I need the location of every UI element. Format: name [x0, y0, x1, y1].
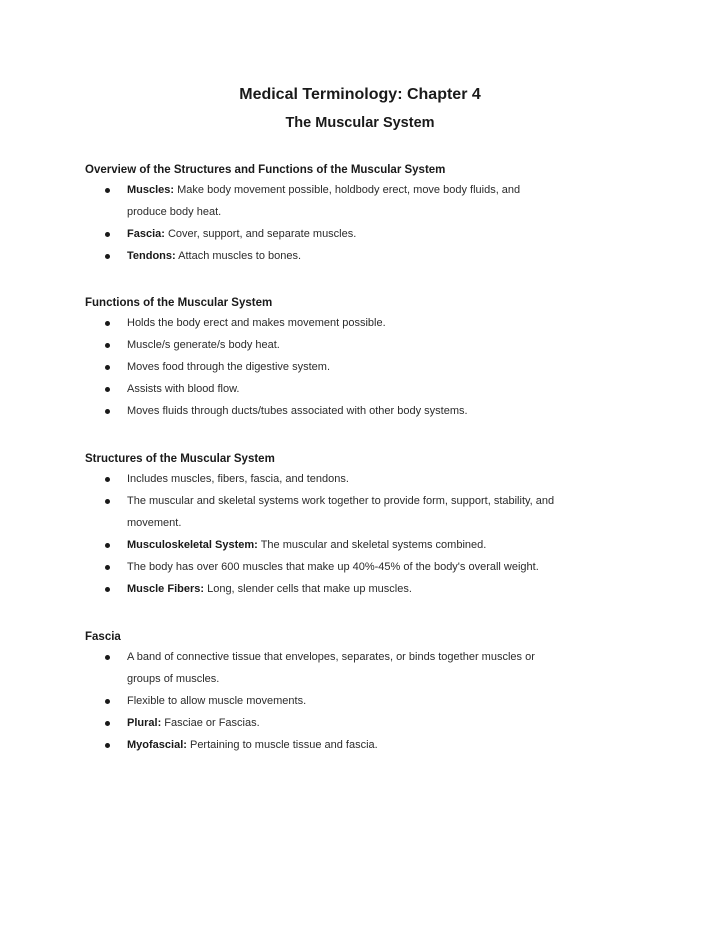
list-item [85, 223, 675, 245]
list-item [85, 578, 675, 600]
item-text-continued: produce body heat. [127, 206, 222, 218]
list-item [85, 556, 675, 578]
item-text-continued: movement. [127, 517, 182, 529]
section-fascia [85, 630, 675, 756]
list-item [85, 534, 675, 556]
list-item [85, 690, 675, 712]
bullet-list [85, 646, 675, 756]
list-item [85, 378, 675, 400]
list-item [85, 468, 675, 490]
section-heading: Structures of the Muscular System [85, 453, 275, 465]
item-text: Moves fluids through ducts/tubes associated with other body systems. [127, 405, 468, 417]
term-label: Myofascial: [127, 739, 187, 751]
section-heading: Fascia [85, 631, 121, 643]
bullet-list [85, 179, 675, 267]
term-label: Muscles: [127, 184, 175, 196]
section-heading: Overview of the Structures and Functions of the Muscular System [85, 164, 446, 176]
item-text: Pertaining to muscle tissue and fascia. [186, 739, 378, 751]
list-item [85, 734, 675, 756]
document-subtitle: The Muscular System [285, 115, 435, 131]
term-label: Plural: [127, 717, 162, 729]
bullet-list [85, 312, 675, 422]
list-item [85, 712, 675, 734]
list-item [85, 490, 675, 534]
item-text: The body has over 600 muscles that make up 40%-45% of the body's overall weight. [127, 561, 539, 573]
item-text: Cover, support, and separate muscles. [164, 228, 357, 240]
item-text: Attach muscles to bones. [175, 250, 302, 262]
item-text: Fasciae or Fascias. [161, 717, 260, 729]
term-label: Musculoskeletal System: [127, 539, 258, 551]
list-item [85, 356, 675, 378]
item-text: The muscular and skeletal systems work together to provide form, support, stability, and [127, 495, 555, 507]
item-text: The muscular and skeletal systems combined. [257, 539, 487, 551]
list-item [85, 179, 675, 223]
bullet-list [85, 468, 675, 600]
section-overview [85, 163, 675, 267]
item-text: Includes muscles, fibers, fascia, and tendons. [127, 473, 349, 485]
item-text: Holds the body erect and makes movement possible. [127, 317, 386, 329]
item-text-continued: groups of muscles. [127, 673, 220, 685]
list-item [85, 312, 675, 334]
item-text: Muscle/s generate/s body heat. [127, 339, 280, 351]
section-heading: Functions of the Muscular System [85, 297, 273, 309]
item-text: Long, slender cells that make up muscles. [204, 583, 412, 595]
section-structures [85, 452, 675, 600]
document-title: Medical Terminology: Chapter 4 [239, 86, 481, 103]
section-functions [85, 296, 675, 422]
item-text: A band of connective tissue that envelopes, separates, or binds together muscles or [127, 651, 535, 663]
list-item [85, 646, 675, 690]
term-label: Fascia: [127, 228, 165, 240]
list-item [85, 400, 675, 422]
term-label: Muscle Fibers: [127, 583, 205, 595]
item-text: Flexible to allow muscle movements. [127, 695, 307, 707]
term-label: Tendons: [127, 250, 176, 262]
item-text: Make body movement possible, holdbody erect, move body fluids, and [174, 184, 521, 196]
item-text: Moves food through the digestive system. [127, 361, 330, 373]
list-item [85, 245, 675, 267]
item-text: Assists with blood flow. [127, 383, 240, 395]
list-item [85, 334, 675, 356]
